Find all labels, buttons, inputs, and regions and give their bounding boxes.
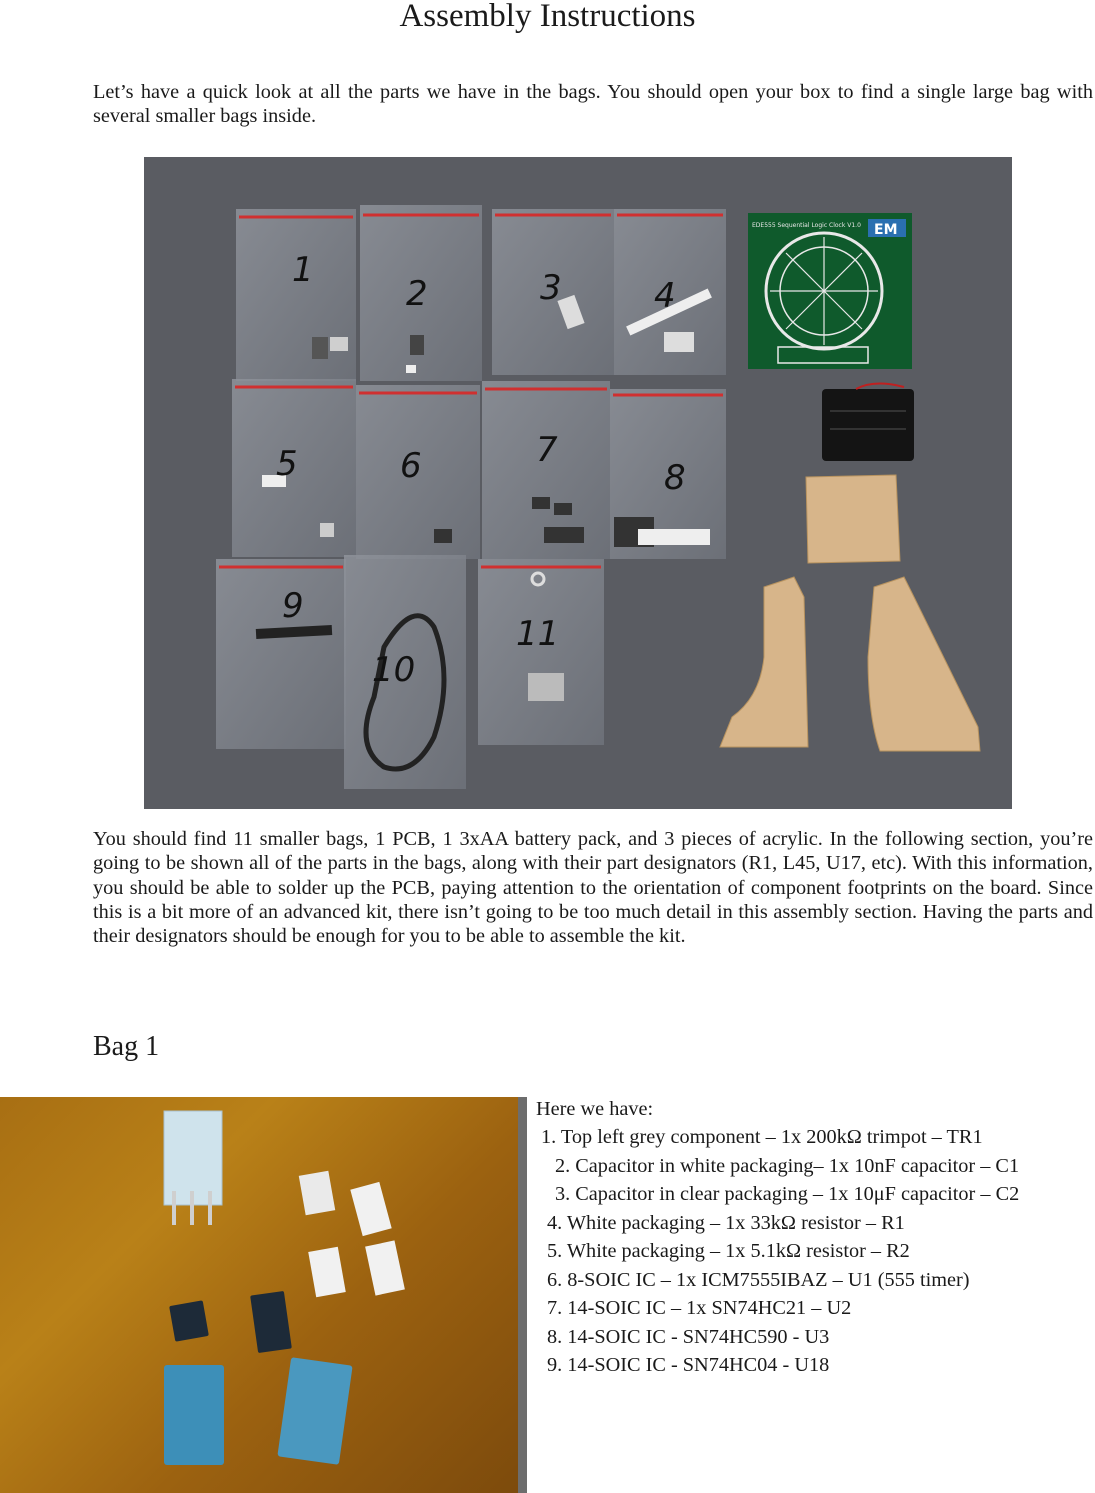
soic-ics — [164, 1291, 353, 1465]
acrylic-pieces — [720, 475, 980, 751]
pcb — [748, 213, 912, 369]
list-item: 2. Capacitor in white packaging– 1x 10nF capacitor – C1 — [555, 1154, 1020, 1177]
intro-paragraph: Let’s have a quick look at all the parts we have in the bags. You should open your box to find a single large bag with several smaller bags inside. — [93, 81, 1093, 128]
bag-9 — [216, 559, 346, 749]
trimpot-part — [164, 1111, 222, 1225]
pcb-logo: EM — [874, 222, 898, 238]
page-title: Assembly Instructions — [399, 0, 696, 34]
list-item: 7. 14-SOIC IC – 1x SN74HC21 – U2 — [547, 1297, 852, 1319]
list-item: 3. Capacitor in clear packaging – 1x 10μF capacitor – C2 — [555, 1183, 1020, 1205]
list-item: 9. 14-SOIC IC - SN74HC04 - U18 — [547, 1354, 830, 1376]
smd-packets — [299, 1171, 405, 1298]
bag-label-4: 4 — [654, 276, 676, 316]
bag-1-parts-list — [541, 1123, 1092, 1380]
bag-label-7: 7 — [536, 430, 558, 470]
battery-pack — [822, 383, 914, 461]
bag-label-10: 10 — [372, 650, 416, 690]
bag-1-parts-photo — [0, 1097, 527, 1493]
bag-label-3: 3 — [540, 268, 562, 308]
bag-7 — [482, 381, 610, 559]
bag-label-2: 2 — [406, 274, 428, 314]
list-item: 6. 8-SOIC IC – 1x ICM7555IBAZ – U1 (555 timer) — [547, 1268, 970, 1291]
list-item: 4. White packaging – 1x 33kΩ resistor – R1 — [547, 1211, 905, 1234]
bag-label-5: 5 — [276, 444, 298, 484]
bag-1-parts-illustration — [0, 1097, 527, 1493]
bag-1-heading: Bag 1 — [93, 1031, 160, 1062]
bag-label-9: 9 — [282, 586, 304, 626]
list-item: 5. White packaging – 1x 5.1kΩ resistor – R2 — [547, 1240, 910, 1262]
list-item: 8. 14-SOIC IC - SN74HC590 - U3 — [547, 1325, 830, 1348]
list-item: 1. Top left grey component – 1x 200kΩ trimpot – TR1 — [541, 1126, 983, 1148]
bag-label-6: 6 — [400, 446, 422, 486]
bag-1 — [236, 209, 356, 381]
kit-parts-photo — [144, 157, 1012, 809]
bag-label-8: 8 — [664, 458, 686, 498]
pcb-label: EDE555 Sequential Logic Clock V1.0 — [752, 222, 861, 229]
parts-overview-paragraph: You should find 11 smaller bags, 1 PCB, 1 3xAA battery pack, and 3 pieces of acrylic. In the following section, you’re going to be shown all of the parts in the bags, along with their part designators (R1, L45, U17, etc). With this information, you should be able to solder up the PCB, paying attention to the orientation of component footprints on the board. Since this is a bit more of an advanced kit, there isn’t going to be too much detail in this assembly section. Having the parts and their designators should be enough for you to be able to assemble the kit. — [93, 828, 1093, 948]
bag-label-11: 11 — [516, 614, 560, 654]
kit-parts-illustration — [144, 157, 1012, 809]
bag-1-list-intro: Here we have: — [536, 1098, 654, 1120]
bag-label-1: 1 — [292, 250, 314, 290]
